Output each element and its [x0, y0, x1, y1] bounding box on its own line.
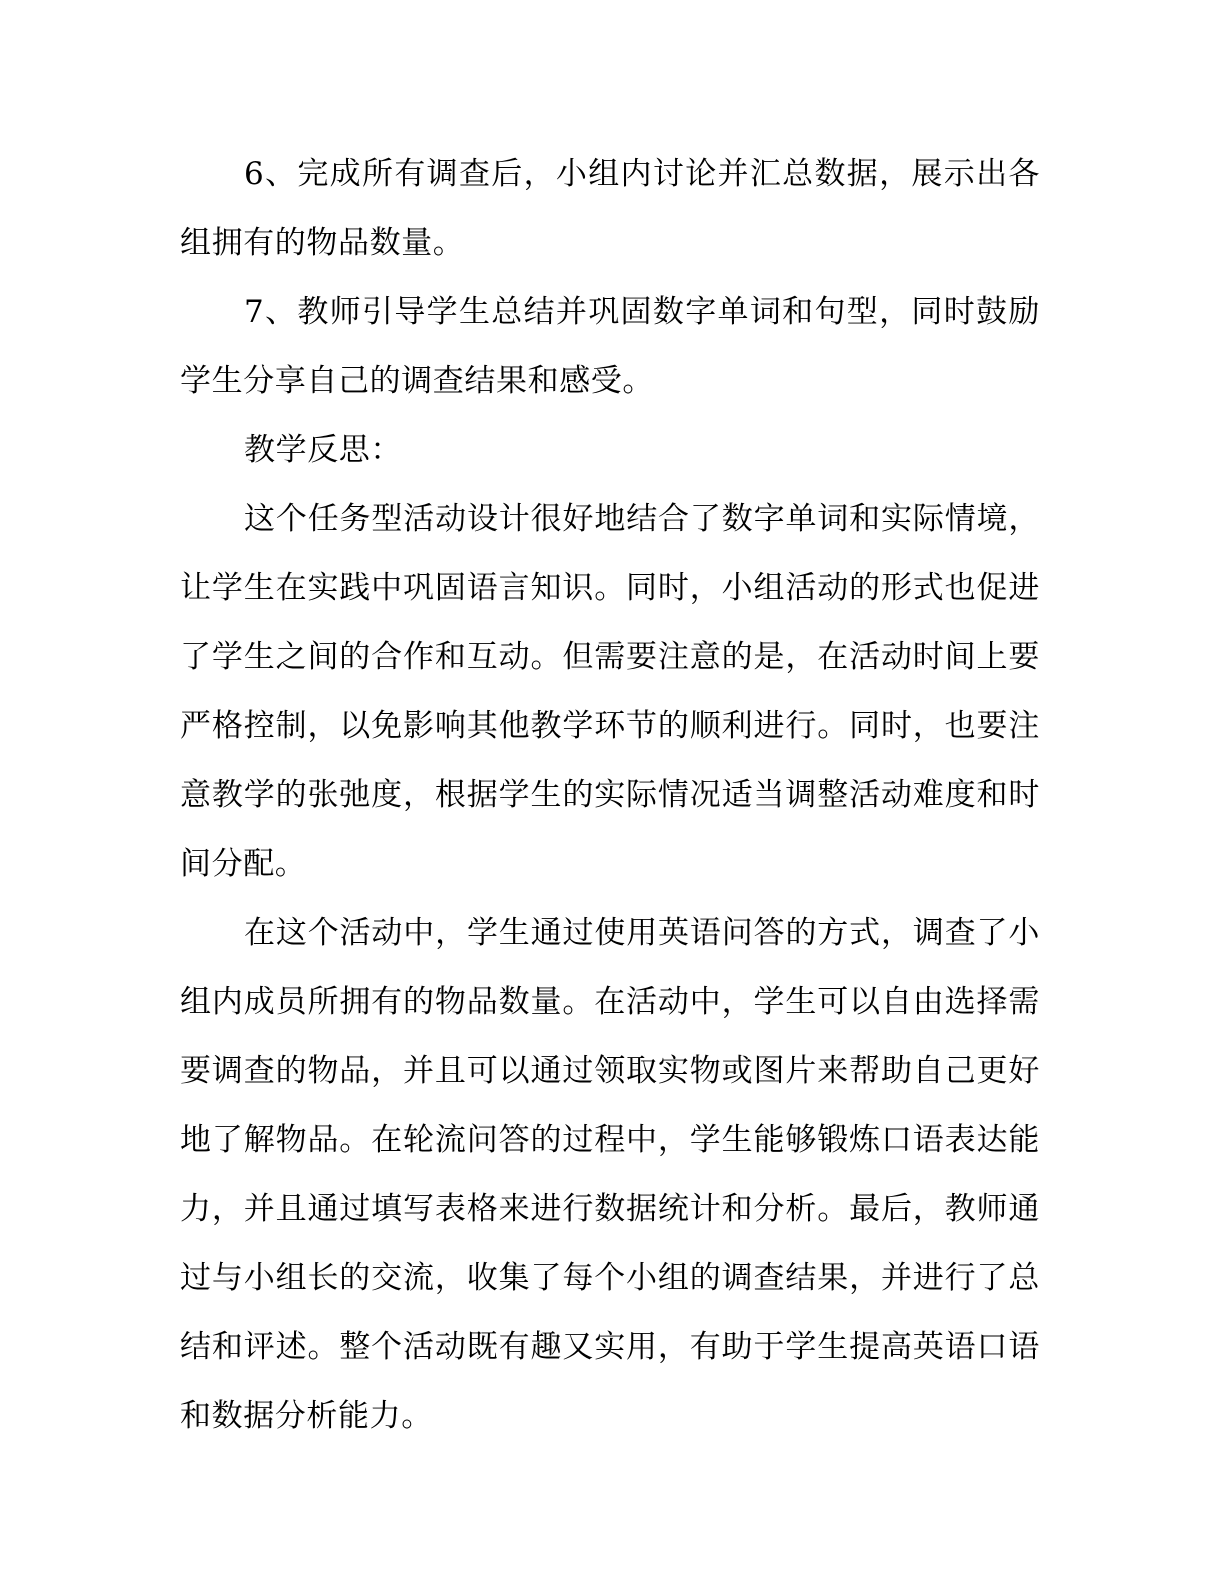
document-body — [180, 140, 1040, 1451]
paragraph-activity-summary: 在这个活动中，学生通过使用英语问答的方式，调查了小组内成员所拥有的物品数量。在活动中，学生可以自由选择需要调查的物品，并且可以通过领取实物或图片来帮助自己更好地了解物品。在轮流问答的过程中，学生能够锻炼口语表达能力，并且通过填写表格来进行数据统计和分析。最后，教师通过与小组长的交流，收集了每个小组的调查结果，并进行了总结和评述。整个活动既有趣又实用，有助于学生提高英语口语和数据分析能力。 — [180, 915, 1040, 1434]
paragraph-step-7: 7、教师引导学生总结并巩固数字单词和句型，同时鼓励学生分享自己的调查结果和感受。 — [180, 294, 1040, 399]
paragraph-reflection: 这个任务型活动设计很好地结合了数字单词和实际情境，让学生在实践中巩固语言知识。同时，小组活动的形式也促进了学生之间的合作和互动。但需要注意的是，在活动时间上要严格控制，以免影响其他教学环节的顺利进行。同时，也要注意教学的张弛度，根据学生的实际情况适当调整活动难度和时间分配。 — [180, 501, 1040, 882]
paragraph-step-6: 6、完成所有调查后，小组内讨论并汇总数据，展示出各组拥有的物品数量。 — [180, 156, 1040, 261]
section-heading-reflection: 教学反思： — [244, 432, 402, 468]
